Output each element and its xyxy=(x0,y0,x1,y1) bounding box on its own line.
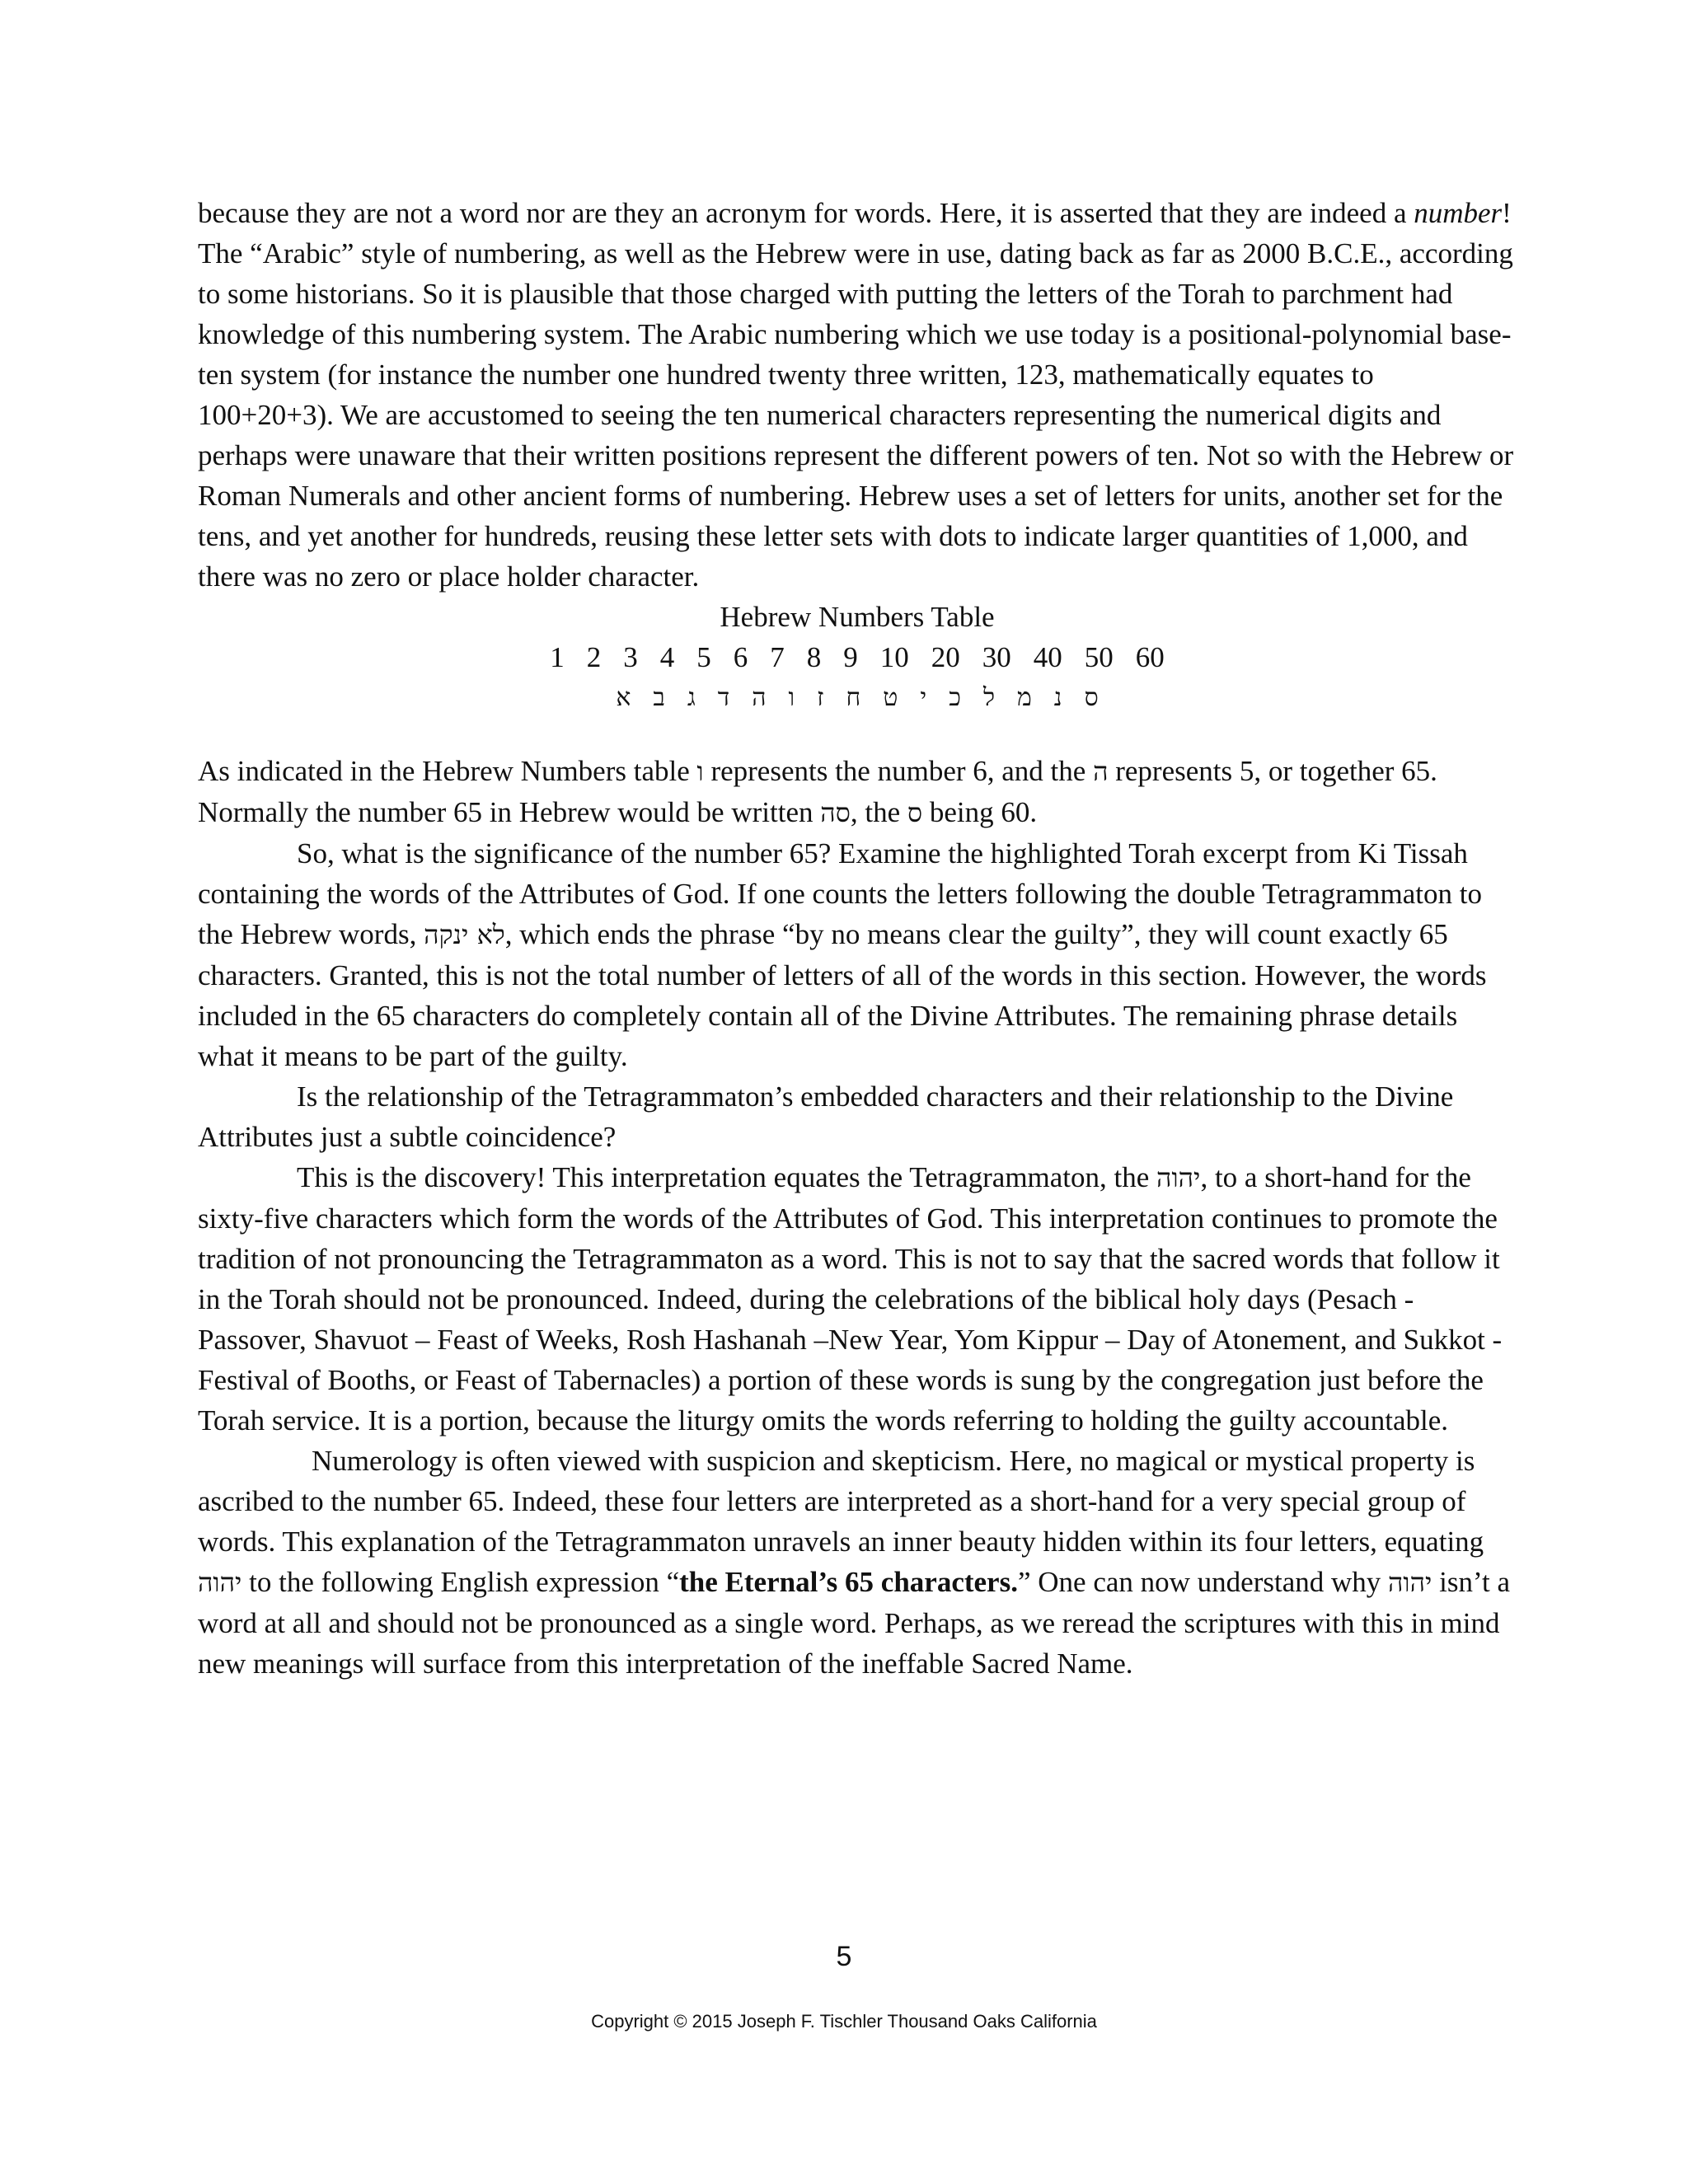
table-letter: ד xyxy=(717,683,730,712)
table-number: 6 xyxy=(733,641,748,673)
text-run: , the xyxy=(850,796,907,828)
text-run: As indicated in the Hebrew Numbers table xyxy=(198,755,697,787)
table-number: 60 xyxy=(1135,641,1165,673)
text-run: This is the discovery! This interpretation equates the Tetragrammaton, the xyxy=(297,1161,1157,1193)
table-number: 9 xyxy=(843,641,858,673)
table-number: 5 xyxy=(696,641,711,673)
table-letter: כ xyxy=(949,683,961,712)
table-title: Hebrew Numbers Table xyxy=(720,601,995,633)
table-number: 30 xyxy=(982,641,1011,673)
table-number: 8 xyxy=(806,641,822,673)
table-grid xyxy=(198,637,1517,677)
hebrew-he: ה xyxy=(1093,756,1109,787)
bold-expression: the Eternal’s 65 characters. xyxy=(679,1566,1018,1598)
table-letter: ח xyxy=(846,683,861,712)
text-run: represents the number 6, and the xyxy=(703,755,1094,787)
table-letter: ס xyxy=(1084,683,1099,712)
table-letter: ה xyxy=(752,683,767,712)
emphasis-number: number xyxy=(1414,197,1503,229)
table-number: 3 xyxy=(623,641,638,673)
text-run: ! The “Arabic” style of numbering, as well as the Hebrew were in use, dating back as far as 2000 B.C.E., according to some historians. So it is plausible that those charged with putting the letters of the Torah to parchment had knowledge of this numbering system. The Arabic numbering which we use today is a positional-polynomial base-ten system (for instance the number one hundred twenty three written, 123, mathematically equates to 100+20+3). We are accustomed to seeing the ten numerical characters representing the numerical digits and perhaps were unaware that their written positions represent the different powers of ten. Not so with the Hebrew or Roman Numerals and other ancient forms of numbering. Hebrew uses a set of letters for units, another set for the tens, and yet another for hundreds, reusing these letter sets with dots to indicate larger quantities of 1,000, and there was no zero or place holder character. xyxy=(198,197,1514,593)
table-letter: ג xyxy=(687,683,696,712)
paragraph-question: Is the relationship of the Tetragrammaton’s embedded characters and their relationship to the Divine Attributes just a subtle coincidence? xyxy=(198,1080,1454,1153)
table-letter: ב xyxy=(653,683,665,712)
paragraph-significance xyxy=(198,833,1517,1076)
spacer xyxy=(198,718,1517,751)
hebrew-samekh-he: סה xyxy=(820,797,851,828)
table-number: 40 xyxy=(1033,641,1062,673)
paragraph-table-explanation xyxy=(198,751,1517,833)
table-number: 4 xyxy=(659,641,675,673)
hebrew-numbers-table xyxy=(198,597,1517,718)
text-run: , which ends the phrase “by no means clear the guilty”, they will count exactly 65 characters. Granted, this is not the total number of letters of all of the words in this section. However, the words included in the 65 characters do completely contain all of the Divine Attributes. The remaining phrase details what it means to be part of the guilty. xyxy=(198,918,1487,1072)
table-letter-row xyxy=(198,677,1517,718)
table-letter: ז xyxy=(817,683,824,712)
table-letter: א xyxy=(616,683,631,712)
table-letter: ו xyxy=(788,683,795,712)
hebrew-tetragrammaton: יהוה xyxy=(1156,1162,1201,1193)
table-letter: מ xyxy=(1017,683,1032,712)
text-run: isn’t a word at all and should not be pronounced as a single word. Perhaps, as we reread the scriptures with this in mind new meanings will surface from this interpretation of the ineffable Sacred Name. xyxy=(198,1566,1511,1680)
text-run: ” One can now understand why xyxy=(1017,1566,1389,1598)
text-run: So, what is the significance of the number 65? Examine the highlighted Torah excerpt from Ki Tissah containing the words of the Attributes of God. If one counts the letters following the double Tetragrammaton to the Hebrew words, xyxy=(198,837,1482,950)
text-run: because they are not a word nor are they an acronym for words. Here, it is asserted that they are indeed a xyxy=(198,197,1414,229)
paragraph-numerology xyxy=(198,1441,1517,1684)
table-letter: י xyxy=(920,683,927,712)
body-text xyxy=(198,193,1517,1684)
table-number: 20 xyxy=(931,641,960,673)
table-number: 1 xyxy=(550,641,565,673)
hebrew-tetragrammaton: יהוה xyxy=(1388,1567,1432,1598)
text-run: , to a short-hand for the sixty-five characters which form the words of the Attributes of God. This interpretation continues to promote the tradition of not pronouncing the Tetragrammaton as a word. This is not to say that the sacred words that follow it in the Torah should not be pronounced. Indeed, during the celebrations of the biblical holy days (Pesach - Passover, Shavuot – Feast of Weeks, Rosh Hashanah –New Year, Yom Kippur – Day of Atonement, and Sukkot - Festival of Booths, or Feast of Tabernacles) a portion of these words is sung by the congregation just before the Torah service. It is a portion, because the liturgy omits the words referring to holding the guilty accountable. xyxy=(198,1161,1503,1436)
page-number: 5 xyxy=(836,1941,852,1972)
paragraph-discovery xyxy=(198,1157,1517,1441)
table-number: 7 xyxy=(770,641,785,673)
table-letter: נ xyxy=(1053,683,1062,712)
hebrew-lo-yenakeh: לא ינקה xyxy=(424,919,505,950)
text-run: represents 5, or together 65. Normally the number 65 in Hebrew would be written xyxy=(198,755,1437,828)
hebrew-vav: ו xyxy=(696,756,704,787)
text-run: Numerology is often viewed with suspicion and skepticism. Here, no magical or mystical property is ascribed to the number 65. Indeed, these four letters are interpreted as a short-hand for a very special group of words. This explanation of the Tetragrammaton unravels an inner beauty hidden within its four letters, equating xyxy=(198,1445,1484,1558)
paragraph-numbering-systems xyxy=(198,193,1517,597)
hebrew-samekh: ס xyxy=(907,797,923,828)
table-letter: ט xyxy=(883,683,898,712)
table-number: 50 xyxy=(1084,641,1114,673)
table-letter: ל xyxy=(982,683,995,712)
hebrew-tetragrammaton: יהוה xyxy=(198,1567,242,1598)
text-run: being 60. xyxy=(922,796,1038,828)
table-number: 2 xyxy=(586,641,602,673)
text-run: to the following English expression “ xyxy=(241,1566,680,1598)
table-number: 10 xyxy=(879,641,909,673)
copyright-footer: Copyright © 2015 Joseph F. Tischler Thousand Oaks California xyxy=(591,2011,1097,2032)
